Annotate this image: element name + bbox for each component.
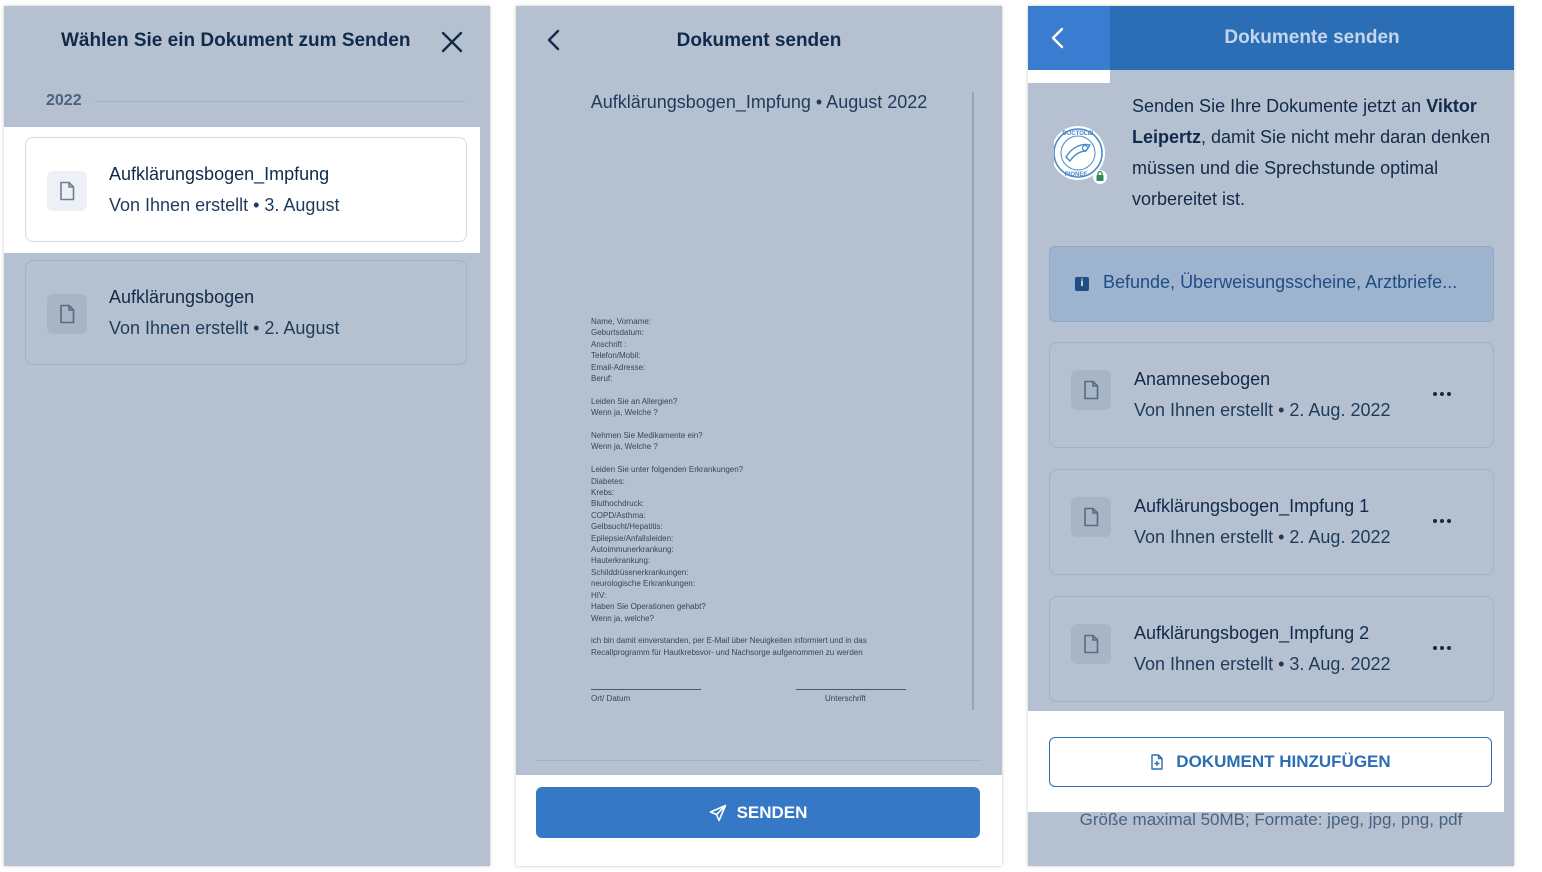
form-line: Leiden Sie an Allergien? <box>591 396 678 406</box>
send-documents-panel <box>1028 6 1514 866</box>
form-line <box>591 384 867 395</box>
form-line: Leiden Sie unter folgenden Erkrankungen? <box>591 465 744 475</box>
year-divider <box>94 101 466 102</box>
pioneer-badge-icon <box>1054 121 1110 185</box>
document-preview-form <box>591 316 867 658</box>
form-line <box>591 453 867 464</box>
panel-title: Dokumente senden <box>1224 27 1400 48</box>
more-icon[interactable] <box>1427 506 1457 536</box>
document-icon <box>1071 370 1111 410</box>
document-title: Aufklärungsbogen <box>109 287 255 307</box>
form-line <box>591 419 867 430</box>
form-line: Wenn ja, Welche ? <box>591 442 658 452</box>
form-line: Krebs: <box>591 488 615 498</box>
form-line: Gelbsucht/Hepatitis: <box>591 522 663 532</box>
panel-title: Dokument senden <box>676 30 842 51</box>
back-arrow-icon <box>1048 26 1068 50</box>
form-line: Email-Adresse: <box>591 362 646 372</box>
document-subtitle: Von Ihnen erstellt • 2. August <box>109 318 340 338</box>
document-icon <box>47 171 87 211</box>
document-subtitle: Von Ihnen erstellt • 3. Aug. 2022 <box>1134 654 1391 674</box>
document-subtitle: Von Ihnen erstellt • 3. August <box>109 195 340 215</box>
signature-place-label: Ort/ Datum <box>591 694 631 703</box>
document-subtitle: Von Ihnen erstellt • 2. Aug. 2022 <box>1134 400 1391 420</box>
form-line: Hauterkrankung: <box>591 556 651 566</box>
form-line: HIV: <box>591 590 607 600</box>
close-icon[interactable] <box>440 30 464 54</box>
intro-text <box>1132 91 1502 215</box>
add-document-label: DOKUMENT HINZUFÜGEN <box>1176 752 1391 771</box>
info-banner[interactable] <box>1049 246 1494 322</box>
form-line: Nehmen Sie Medikamente ein? <box>591 431 703 441</box>
form-line: neurologische Erkrankungen: <box>591 579 696 589</box>
send-button-label: SENDEN <box>736 802 808 822</box>
form-line: Diabetes: <box>591 476 625 486</box>
form-line: COPD/Asthma: <box>591 510 646 520</box>
badge-text-top: DOCTOLIB <box>1062 131 1094 137</box>
send-icon <box>709 804 727 822</box>
document-card-2[interactable] <box>25 260 467 365</box>
send-button[interactable] <box>536 787 980 838</box>
document-title: Aufklärungsbogen_Impfung <box>109 164 330 184</box>
more-icon[interactable] <box>1427 633 1457 663</box>
back-highlight-strip <box>1028 70 1110 83</box>
document-icon <box>47 294 87 334</box>
document-subtitle: Von Ihnen erstellt • 2. Aug. 2022 <box>1134 527 1391 547</box>
intro-text-before: Senden Sie Ihre Dokumente jetzt an <box>1132 96 1427 116</box>
form-line: Schilddrüsenerkrankungen: <box>591 567 689 577</box>
back-button[interactable] <box>1028 6 1110 83</box>
badge-text-bottom: PIONEE <box>1064 172 1088 178</box>
signature-line-place <box>591 689 701 690</box>
year-label: 2022 <box>46 92 82 109</box>
form-line: Telefon/Mobil: <box>591 351 641 361</box>
document-icon <box>1071 497 1111 537</box>
form-line: Autoimmunerkrankung: <box>591 545 674 555</box>
select-document-panel <box>4 6 490 866</box>
preview-divider <box>536 760 982 761</box>
form-line: Wenn ja, Welche ? <box>591 408 658 418</box>
document-icon <box>1071 624 1111 664</box>
document-title: Anamnesebogen <box>1134 369 1271 389</box>
document-card-2[interactable] <box>1049 469 1494 575</box>
form-line: Bluthochdruck: <box>591 499 644 509</box>
form-line: Epilepsie/Anfallsleiden: <box>591 533 674 543</box>
form-line: Anschrift : <box>591 339 627 349</box>
info-text: Befunde, Überweisungsscheine, Arztbriefe... <box>1103 272 1458 292</box>
document-title: Aufklärungsbogen_Impfung 2 <box>1134 623 1370 643</box>
add-file-icon <box>1150 754 1164 770</box>
intro-text-after: , damit Sie nicht mehr daran denken müssen und die Sprechstunde optimal vorbereitet ist. <box>1132 127 1491 209</box>
formats-hint: Größe maximal 50MB; Formate: jpeg, jpg, png, pdf <box>1079 810 1463 829</box>
form-line: ich bin damit einverstanden, per E-Mail über Neuigkeiten informiert und in das <box>591 636 867 646</box>
signature-line-sign <box>796 689 906 690</box>
form-line: Haben Sie Operationen gehabt? <box>591 602 706 612</box>
signature-sign-label: Unterschrift <box>825 694 866 703</box>
form-line: Recallprogramm für Hautkrebsvor- und Nachsorge aufgenommen zu werden <box>591 647 863 657</box>
form-line <box>591 624 867 635</box>
document-card-1[interactable] <box>1049 342 1494 448</box>
form-line: Name, Vorname: <box>591 317 652 326</box>
document-card-3[interactable] <box>1049 596 1494 702</box>
add-document-button[interactable] <box>1049 737 1492 787</box>
doctor-name: Viktor Leipertz <box>1132 96 1477 147</box>
preview-scrollbar[interactable] <box>972 92 974 710</box>
document-title: Aufklärungsbogen_Impfung 1 <box>1134 496 1370 516</box>
send-document-panel <box>516 6 1002 866</box>
document-preview-title: Aufklärungsbogen_Impfung • August 2022 <box>590 92 928 112</box>
form-line: Beruf: <box>591 374 613 384</box>
document-card-1[interactable] <box>25 137 467 242</box>
info-icon: i <box>1075 277 1089 291</box>
panel-title: Wählen Sie ein Dokument zum Senden <box>61 30 411 51</box>
form-line: Geburtsdatum: <box>591 328 644 338</box>
more-icon[interactable] <box>1427 379 1457 409</box>
form-line: Wenn ja, welche? <box>591 613 654 623</box>
